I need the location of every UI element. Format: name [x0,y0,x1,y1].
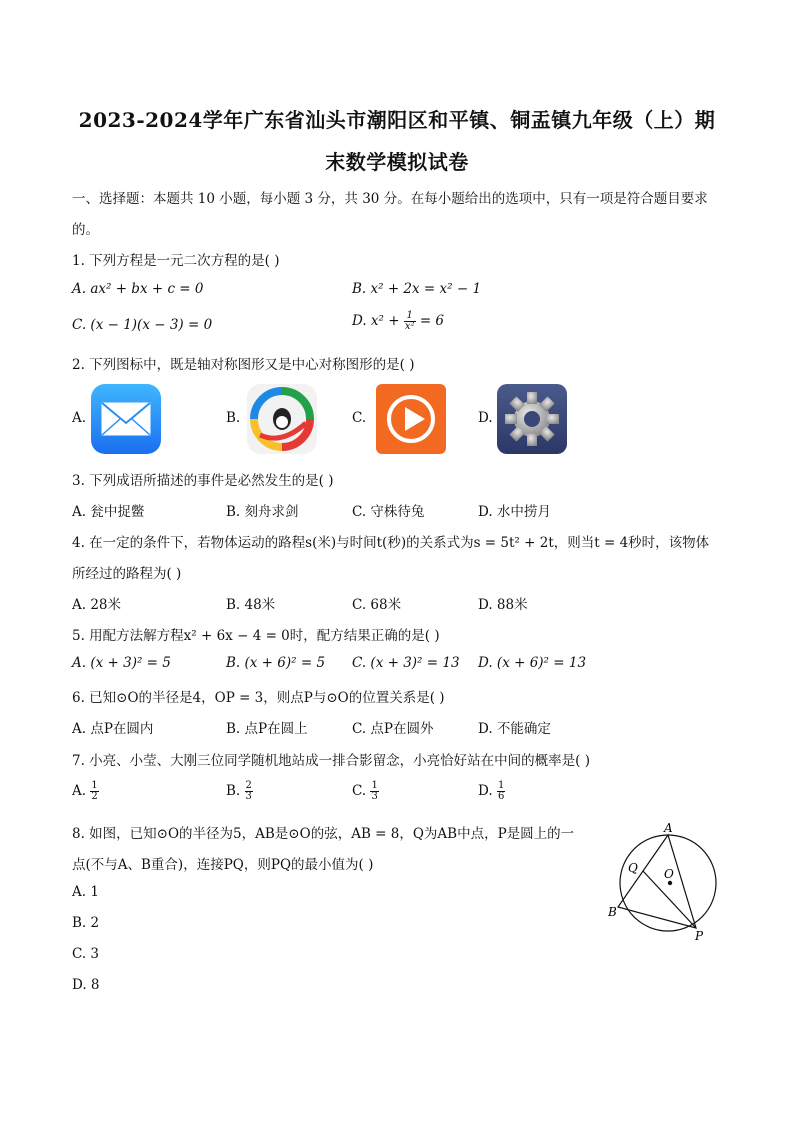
q7-option-b-label: B. [226,783,241,799]
q7-option-b [226,781,253,802]
q1-stem: 1. 下列方程是一元二次方程的是( ) [72,253,280,269]
q7-option-c-label: C. [352,783,367,799]
q4-stem-line2: 所经过的路程为( ) [72,566,182,582]
q1-option-d-denominator: x² [404,321,415,332]
q7-option-a-den: 2 [91,791,98,802]
q8-option-b: B. 2 [72,915,100,931]
q8-option-d: D. 8 [72,977,100,993]
q4-option-c: C. 68米 [352,597,402,613]
q4-option-b: B. 48米 [226,597,276,613]
q4-option-a: A. 28米 [72,597,122,613]
q1-option-d-post: = 6 [419,313,445,329]
q6-option-d: D. 不能确定 [478,721,551,737]
figure-label-p: P [695,929,704,943]
q7-option-d [478,781,505,802]
q7-option-a [72,781,99,802]
q8-stem-line1: 8. 如图，已知⊙O的半径为5，AB是⊙O的弦，AB = 8，Q为AB中点，P是圆上的一 [72,826,575,842]
q7-option-d-label: D. [478,783,493,799]
q1-option-d [352,311,444,332]
q5-stem: 5. 用配方法解方程x² + 6x − 4 = 0时，配方结果正确的是( ) [72,628,440,644]
q4-option-d: D. 88米 [478,597,528,613]
q1-option-c: C. (x − 1)(x − 3) = 0 [72,317,213,333]
figure-label-q: Q [628,861,638,875]
circle-chord-figure [606,818,726,943]
q6-stem: 6. 已知⊙O的半径是4，OP = 3，则点P与⊙O的位置关系是( ) [72,690,445,706]
q1-option-d-fraction [404,311,416,332]
q5-option-b: B. (x + 6)² = 5 [226,655,326,671]
figure-label-o: O [664,867,674,881]
play-icon [375,383,447,455]
section-instructions-line1: 一、选择题：本题共 10 小题，每小题 3 分，共 30 分。在每小题给出的选项中，只有一项是符合题目要求 [72,191,708,207]
q8-stem-line2: 点(不与A、B重合)，连接PQ，则PQ的最小值为( ) [72,857,374,873]
section-instructions-line2: 的。 [72,222,99,238]
q7-option-d-num: 1 [497,780,505,791]
q7-option-a-fraction [90,781,98,802]
figure-center-point [668,881,672,885]
q1-option-b: B. x² + 2x = x² − 1 [352,281,482,297]
q7-option-d-den: 6 [497,791,505,802]
q6-option-c: C. 点P在圆外 [352,721,434,737]
q2-option-c-label: C. [352,410,367,426]
q7-option-c [352,781,379,802]
q2-option-d-label: D. [478,410,493,426]
q2-option-b-label: B. [226,410,241,426]
exam-title-line2: 末数学模拟试卷 [325,150,469,174]
gear-icon [496,383,568,455]
q7-option-c-fraction [370,781,378,802]
q2-stem: 2. 下列图标中，既是轴对称图形又是中心对称图形的是( ) [72,357,415,373]
q7-option-b-num: 2 [245,780,252,791]
exam-title-line1: 2023-2024学年广东省汕头市潮阳区和平镇、铜盂镇九年级（上）期 [78,108,716,132]
figure-label-b: B [608,905,617,919]
q6-option-a: A. 点P在圆内 [72,721,154,737]
q2-option-a-label: A. [72,410,87,426]
q3-option-a: A. 瓮中捉鳖 [72,504,145,520]
q7-option-a-label: A. [72,783,87,799]
qq-browser-icon [246,383,318,455]
q7-option-c-num: 1 [371,780,378,791]
figure-label-a: A [664,821,673,835]
q1-option-d-pre: D. x² + [352,313,400,329]
q3-option-d: D. 水中捞月 [478,504,551,520]
mail-icon [90,383,162,455]
q7-option-c-den: 3 [371,791,378,802]
q7-option-b-fraction [245,781,253,802]
q5-option-d: D. (x + 6)² = 13 [478,655,587,671]
q3-option-b: B. 刻舟求剑 [226,504,299,520]
q7-option-a-num: 1 [91,780,98,791]
q1-option-d-numerator: 1 [404,311,416,322]
q8-option-a: A. 1 [72,884,99,900]
figure-triangle [618,835,696,928]
q1-option-a: A. ax² + bx + c = 0 [72,281,204,297]
q3-option-c: C. 守株待兔 [352,504,425,520]
q7-stem: 7. 小亮、小莹、大刚三位同学随机地站成一排合影留念，小亮恰好站在中间的概率是( ) [72,753,590,769]
q6-option-b: B. 点P在圆上 [226,721,308,737]
q3-stem: 3. 下列成语所描述的事件是必然发生的是( ) [72,473,334,489]
q8-option-c: C. 3 [72,946,100,962]
q4-stem-line1: 4. 在一定的条件下，若物体运动的路程s(米)与时间t(秒)的关系式为s = 5t² + 2t，则当t = 4秒时，该物体 [72,535,710,551]
q7-option-b-den: 3 [245,791,252,802]
q7-option-d-fraction [497,781,505,802]
q5-option-a: A. (x + 3)² = 5 [72,655,171,671]
q5-option-c: C. (x + 3)² = 13 [352,655,460,671]
